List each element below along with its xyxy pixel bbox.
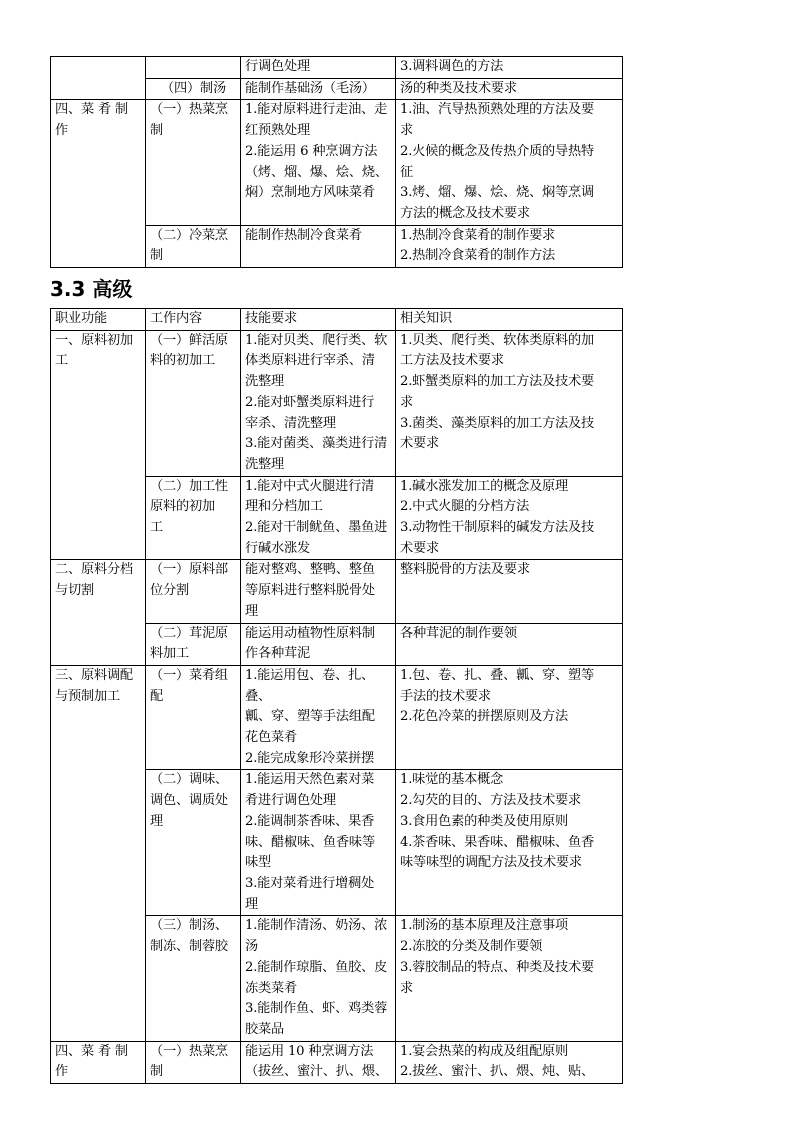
function-cell: 一、原料初加 工: [51, 330, 146, 560]
content-cell: （一）鲜活原 料的初加工: [146, 330, 241, 476]
knowledge-cell: 1.味觉的基本概念 2.勾芡的目的、方法及技术要求 3.食用色素的种类及使用原则 4.茶香味、果香味、醋椒味、鱼香 味等味型的调配方法及技术要求: [396, 770, 623, 916]
content-cell: （三）制汤、 制冻、制蓉胶: [146, 916, 241, 1041]
skills-cell: 1.能对贝类、爬行类、软 体类原料进行宰杀、清 洗整理 2.能对虾蟹类原料进行 宰杀、清洗整理 3.能对菌类、藻类进行清 洗整理: [241, 330, 396, 476]
skills-cell: 1.能制作清汤、奶汤、浓 汤 2.能制作琼脂、鱼胶、皮 冻类菜肴 3.能制作鱼、虾、鸡类蓉 胶菜品: [241, 916, 396, 1041]
knowledge-cell: 1.油、汽导热预熟处理的方法及要 求 2.火候的概念及传热介质的导热特 征 3.烤、熘、爆、烩、烧、焖等烹调 方法的概念及技术要求: [396, 100, 623, 225]
skills-cell: 1.能运用天然色素对菜 肴进行调色处理 2.能调制茶香味、果香 味、醋椒味、鱼香味等 味型 3.能对菜肴进行增稠处 理: [241, 770, 396, 916]
column-header: 技能要求: [241, 309, 396, 331]
knowledge-cell: 1.包、卷、扎、叠、瓤、穿、塑等 手法的技术要求 2.花色冷菜的拼摆原则及方法: [396, 665, 623, 770]
table-row: [51, 665, 623, 770]
knowledge-cell: 汤的种类及技术要求: [396, 78, 623, 100]
table-row: [51, 57, 623, 79]
content-cell: [146, 57, 241, 79]
knowledge-cell: 1.贝类、爬行类、软体类原料的加 工方法及技术要求 2.虾蟹类原料的加工方法及技术要 求 3.菌类、藻类原料的加工方法及技 术要求: [396, 330, 623, 476]
skills-cell: 能运用动植物性原料制 作各种茸泥: [241, 623, 396, 665]
table-header-row: [51, 309, 623, 331]
knowledge-cell: 各种茸泥的制作要领: [396, 623, 623, 665]
knowledge-cell: 1.热制冷食菜肴的制作要求 2.热制冷食菜肴的制作方法: [396, 225, 623, 267]
section-title: 3.3 高级: [50, 277, 133, 301]
advanced-level-table: [50, 308, 623, 1084]
column-header: 职业功能: [51, 309, 146, 331]
content-cell: （一）热菜烹 制: [146, 100, 241, 225]
content-cell: （一）热菜烹 制: [146, 1041, 241, 1083]
content-cell: （二）冷菜烹 制: [146, 225, 241, 267]
table-row: [51, 100, 623, 225]
content-cell: （二）加工性 原料的初加 工: [146, 476, 241, 560]
knowledge-cell: 1.碱水涨发加工的概念及原理 2.中式火腿的分档方法 3.动物性干制原料的碱发方法及技 术要求: [396, 476, 623, 560]
table-row: [51, 330, 623, 476]
column-header: 相关知识: [396, 309, 623, 331]
skills-cell: 1.能对原料进行走油、走 红预熟处理 2.能运用 6 种烹调方法 （烤、熘、爆、烩、烧、 焖）烹制地方风味菜肴: [241, 100, 396, 225]
skills-cell: 能制作热制冷食菜肴: [241, 225, 396, 267]
content-cell: （一）原料部 位分割: [146, 560, 241, 623]
function-cell: 二、原料分档 与切割: [51, 560, 146, 666]
content-cell: （四）制汤: [146, 78, 241, 100]
knowledge-cell: 整料脱骨的方法及要求: [396, 560, 623, 623]
content-cell: （一）菜肴组 配: [146, 665, 241, 770]
function-cell: [51, 57, 146, 100]
knowledge-cell: 1.制汤的基本原理及注意事项 2.冻胶的分类及制作要领 3.蓉胶制品的特点、种类及技术要 求: [396, 916, 623, 1041]
function-cell: 三、原料调配 与预制加工: [51, 665, 146, 1041]
column-header: 工作内容: [146, 309, 241, 331]
knowledge-cell: 1.宴会热菜的构成及组配原则 2.拔丝、蜜汁、扒、煨、炖、贴、: [396, 1041, 623, 1083]
skills-cell: 行调色处理: [241, 57, 396, 79]
skills-cell: 能对整鸡、整鸭、整鱼 等原料进行整料脱骨处 理: [241, 560, 396, 623]
skills-cell: 1.能对中式火腿进行清 理和分档加工 2.能对干制鱿鱼、墨鱼进 行碱水涨发: [241, 476, 396, 560]
function-cell: 四、菜 肴 制 作: [51, 100, 146, 268]
skills-cell: 能制作基础汤（毛汤）: [241, 78, 396, 100]
skills-cell: 1.能运用包、卷、扎、叠、 瓤、穿、塑等手法组配 花色菜肴 2.能完成象形冷菜拼摆: [241, 665, 396, 770]
skills-cell: 能运用 10 种烹调方法 （拔丝、蜜汁、扒、煨、: [241, 1041, 396, 1083]
table-row: [51, 560, 623, 623]
table-row: [51, 1041, 623, 1083]
content-cell: （二）调味、 调色、调质处 理: [146, 770, 241, 916]
knowledge-cell: 3.调料调色的方法: [396, 57, 623, 79]
function-cell: 四、菜 肴 制 作: [51, 1041, 146, 1083]
top-continuation-table: [50, 56, 623, 268]
content-cell: （二）茸泥原 料加工: [146, 623, 241, 665]
